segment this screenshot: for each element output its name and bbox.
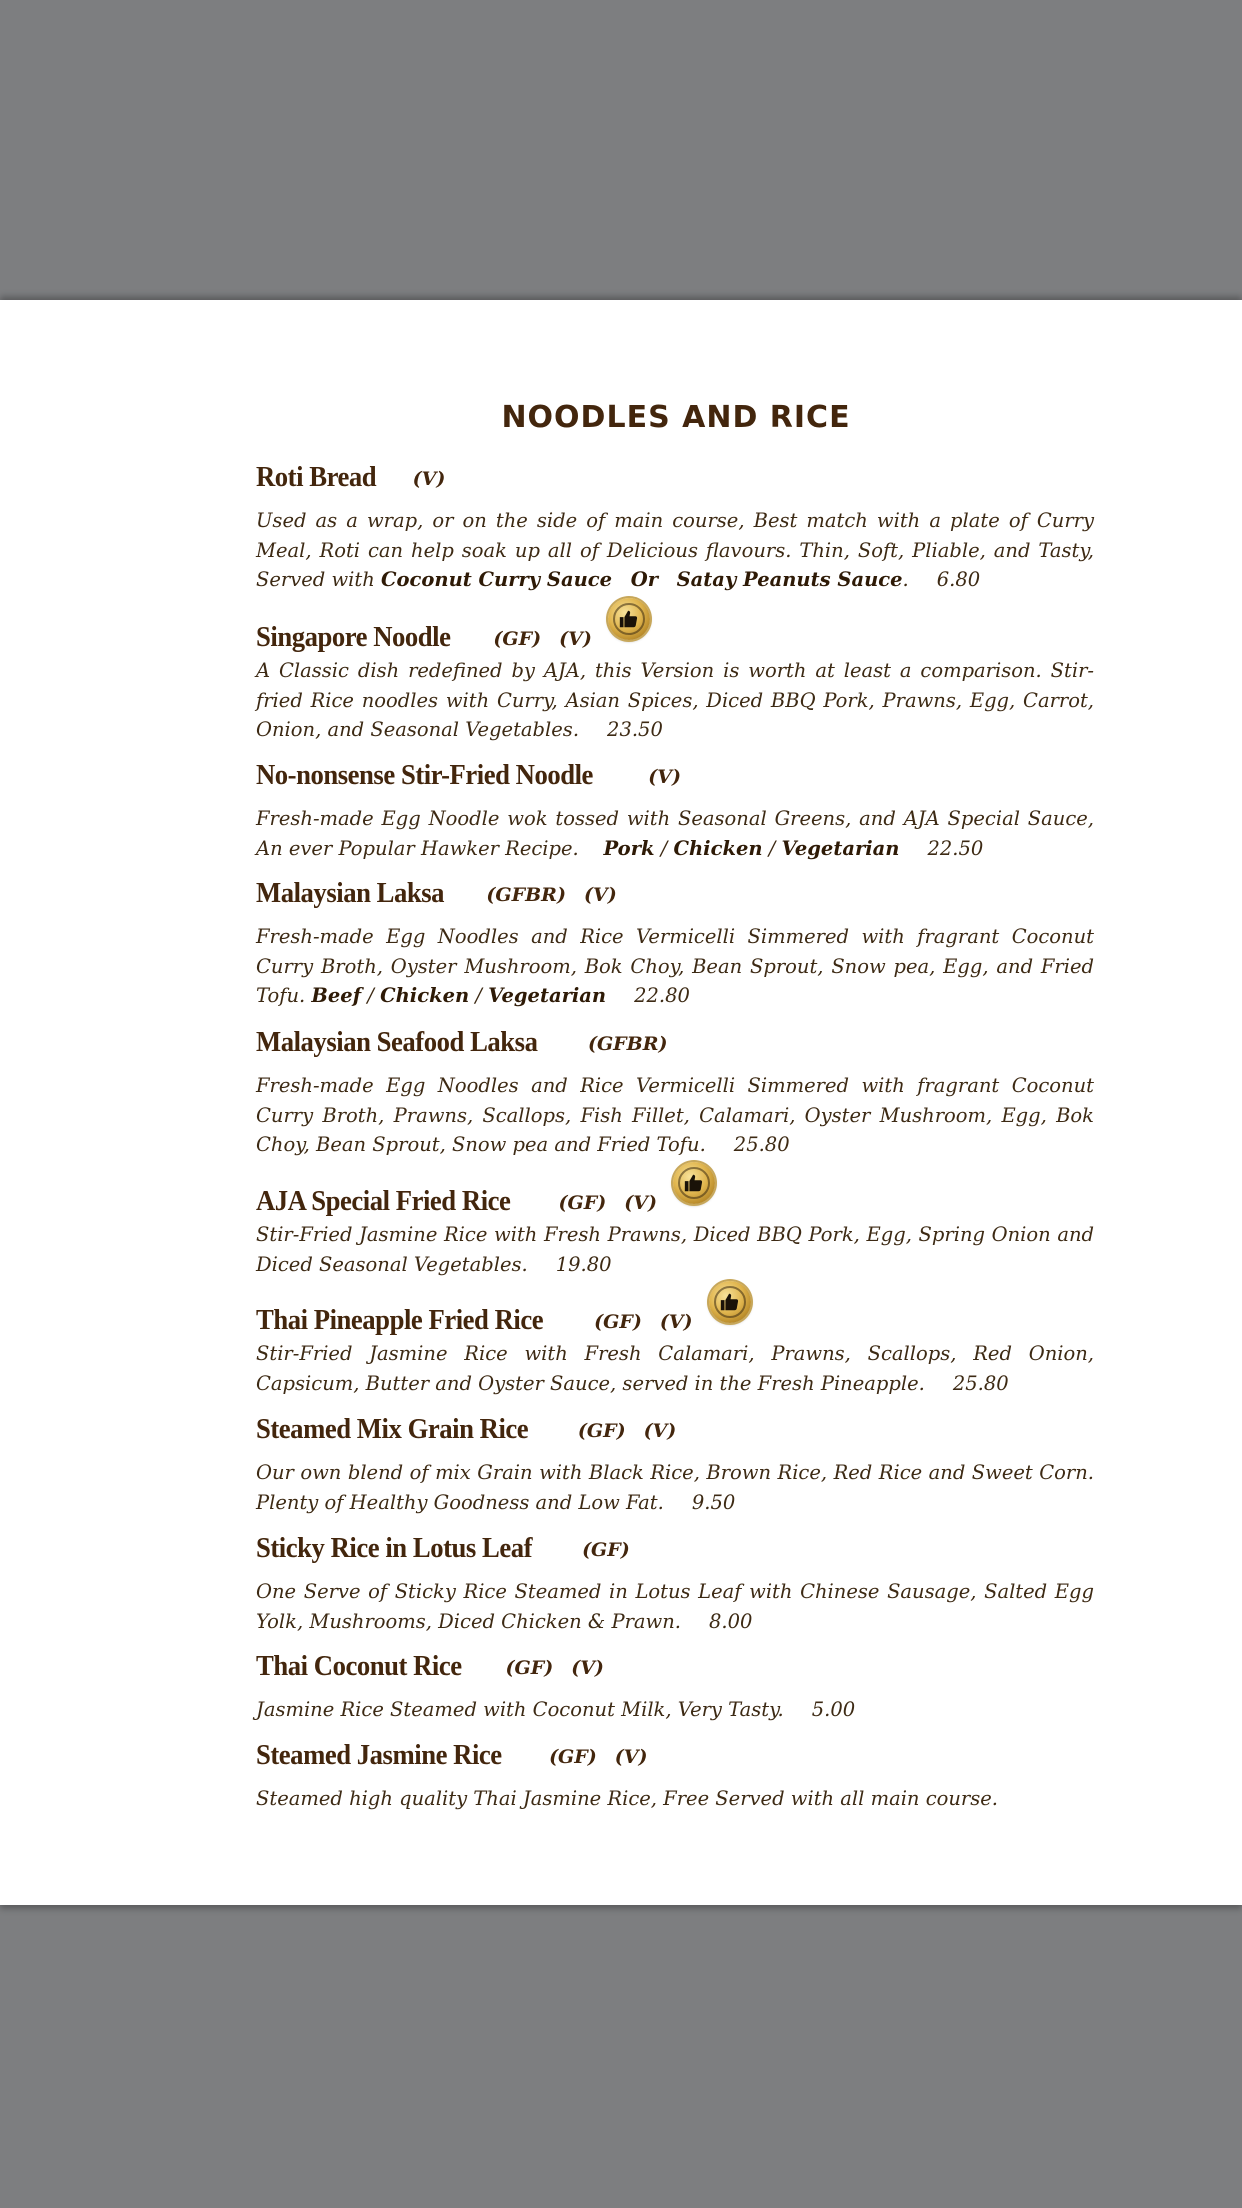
dietary-tag: (GF) (582, 1539, 630, 1561)
dish-name: AJA Special Fried Rice (256, 1185, 511, 1217)
dish-price: 5.00 (811, 1698, 856, 1721)
dietary-tag: (GF) (549, 1746, 597, 1768)
menu-item-no-nonsense-stir-fried-noodle (256, 758, 1094, 863)
dish-price: 8.00 (709, 1609, 753, 1633)
menu-item-malaysian-laksa (256, 876, 1094, 1011)
menu-page (0, 300, 1242, 1905)
dish-price: 22.80 (634, 984, 690, 1007)
dietary-tag: (GFBR) (486, 884, 566, 906)
dish-name: Steamed Jasmine Rice (256, 1739, 502, 1771)
menu-item-malaysian-seafood-laksa (256, 1025, 1094, 1160)
sauce-option: Satay Peanuts Sauce (676, 568, 903, 591)
dish-name: Sticky Rice in Lotus Leaf (256, 1532, 533, 1564)
menu-item-thai-pineapple-fried-rice (256, 1303, 1094, 1398)
thumbs-up-badge-icon (709, 1281, 751, 1323)
dietary-tag: (GF) (577, 1420, 626, 1442)
menu-item-singapore-noodle (256, 620, 1094, 745)
menu-item-sticky-rice-in-lotus-leaf (256, 1531, 1094, 1636)
dietary-tag: (V) (614, 1746, 648, 1768)
dish-description: Steamed high quality Thai Jasmine Rice, Free Served with all main course. (256, 1787, 998, 1810)
dish-name: Malaysian Seafood Laksa (256, 1026, 538, 1058)
dietary-tag: (V) (643, 1420, 677, 1442)
dish-name: Malaysian Laksa (256, 877, 445, 909)
menu-item-steamed-mix-grain-rice (256, 1412, 1094, 1517)
dietary-tag: (V) (624, 1192, 657, 1214)
thumbs-up-badge-icon (608, 598, 650, 640)
dish-name: No-nonsense Stir-Fried Noodle (256, 759, 593, 791)
dietary-tag: (V) (659, 1311, 693, 1333)
dish-description: Stir-Fried Jasmine Rice with Fresh Calamari, Prawns, Scallops, Red Onion, Capsicum, Butter and Oyster Sauce, served in the Fresh Pineapple. 25.80 (256, 1342, 1094, 1395)
dish-description: Our own blend of mix Grain with Black Rice, Brown Rice, Red Rice and Sweet Corn. Plenty of Healthy Goodness and Low Fat. 9.50 (256, 1461, 1094, 1514)
protein-choice: Chicken (673, 836, 763, 860)
dish-name: Roti Bread (256, 461, 377, 493)
dietary-tag: (V) (648, 766, 681, 788)
dietary-tag: (GFBR) (587, 1033, 668, 1055)
dish-price: 25.80 (952, 1371, 1009, 1395)
dish-description: Jasmine Rice Steamed with Coconut Milk, Very Tasty. 5.00 (256, 1698, 856, 1721)
dietary-tag: (V) (583, 884, 617, 906)
dietary-tag: (GF) (558, 1192, 607, 1214)
dish-description: A Classic dish redefined by AJA, this Version is worth at least a comparison. Stir-fried Rice noodles with Curry, Asian Spices, Diced BBQ Pork, Prawns, Egg, Carrot, Onion, and Seasonal Vegetables. 23.50 (256, 659, 1094, 741)
dietary-tag: (GF) (493, 628, 542, 650)
menu-item-steamed-jasmine-rice (256, 1738, 1094, 1814)
menu-item-roti-bread (256, 460, 1094, 595)
protein-choice: Beef (311, 984, 362, 1007)
dish-price: 25.80 (733, 1133, 790, 1156)
protein-choice: Vegetarian (488, 984, 607, 1007)
protein-choice: Vegetarian (781, 836, 900, 860)
dietary-tag: (GF) (505, 1657, 554, 1679)
menu-item-thai-coconut-rice (256, 1649, 1094, 1725)
sauce-option: Coconut Curry Sauce (380, 568, 613, 591)
dish-description: Fresh-made Egg Noodle wok tossed with Seasonal Greens, and AJA Special Sauce, An ever Popular Hawker Recipe. Pork / Chicken / Vegetarian 22.50 (256, 807, 1094, 860)
dish-price: 6.80 (936, 568, 981, 591)
dish-name: Thai Coconut Rice (256, 1650, 462, 1682)
thumbs-up-badge-icon (673, 1162, 715, 1204)
dietary-tag: (V) (412, 468, 446, 490)
dish-name: Steamed Mix Grain Rice (256, 1413, 529, 1445)
dish-name: Singapore Noodle (256, 621, 451, 653)
dish-description: Stir-Fried Jasmine Rice with Fresh Prawns, Diced BBQ Pork, Egg, Spring Onion and Diced Seasonal Vegetables. 19.80 (256, 1223, 1094, 1276)
protein-choice: Pork (603, 836, 655, 860)
dish-price: 19.80 (555, 1252, 612, 1276)
dish-price: 9.50 (691, 1490, 736, 1514)
menu-item-aja-special-fried-rice (256, 1184, 1094, 1279)
protein-choice: Chicken (380, 984, 470, 1007)
dietary-tag: (V) (571, 1657, 604, 1679)
dish-description: Fresh-made Egg Noodles and Rice Vermicelli Simmered with fragrant Coconut Curry Broth, Oyster Mushroom, Bok Choy, Bean Sprout, Snow pea, Egg, and Fried Tofu. Beef / Chicken / Vegetarian 22.80 (256, 925, 1094, 1007)
page-title: NOODLES AND RICE (501, 400, 851, 435)
dietary-tag: (GF) (594, 1311, 642, 1333)
dish-description: Used as a wrap, or on the side of main course, Best match with a plate of Curry Meal, Roti can help soak up all of Delicious flavours. Thin, Soft, Pliable, and Tasty, Served with Coconut Curry Sauce Or Satay Peanuts Sauce. 6.80 (256, 509, 1094, 591)
dish-price: 23.50 (607, 718, 663, 741)
dish-price: 22.50 (927, 836, 984, 860)
dish-description: One Serve of Sticky Rice Steamed in Lotus Leaf with Chinese Sausage, Salted Egg Yolk, Mushrooms, Diced Chicken & Prawn. 8.00 (256, 1580, 1094, 1633)
dish-description: Fresh-made Egg Noodles and Rice Vermicelli Simmered with fragrant Coconut Curry Broth, Prawns, Scallops, Fish Fillet, Calamari, Oyster Mushroom, Egg, Bok Choy, Bean Sprout, Snow pea and Fried Tofu. 25.80 (256, 1074, 1094, 1156)
dietary-tag: (V) (559, 628, 592, 650)
dish-name: Thai Pineapple Fried Rice (256, 1304, 544, 1336)
